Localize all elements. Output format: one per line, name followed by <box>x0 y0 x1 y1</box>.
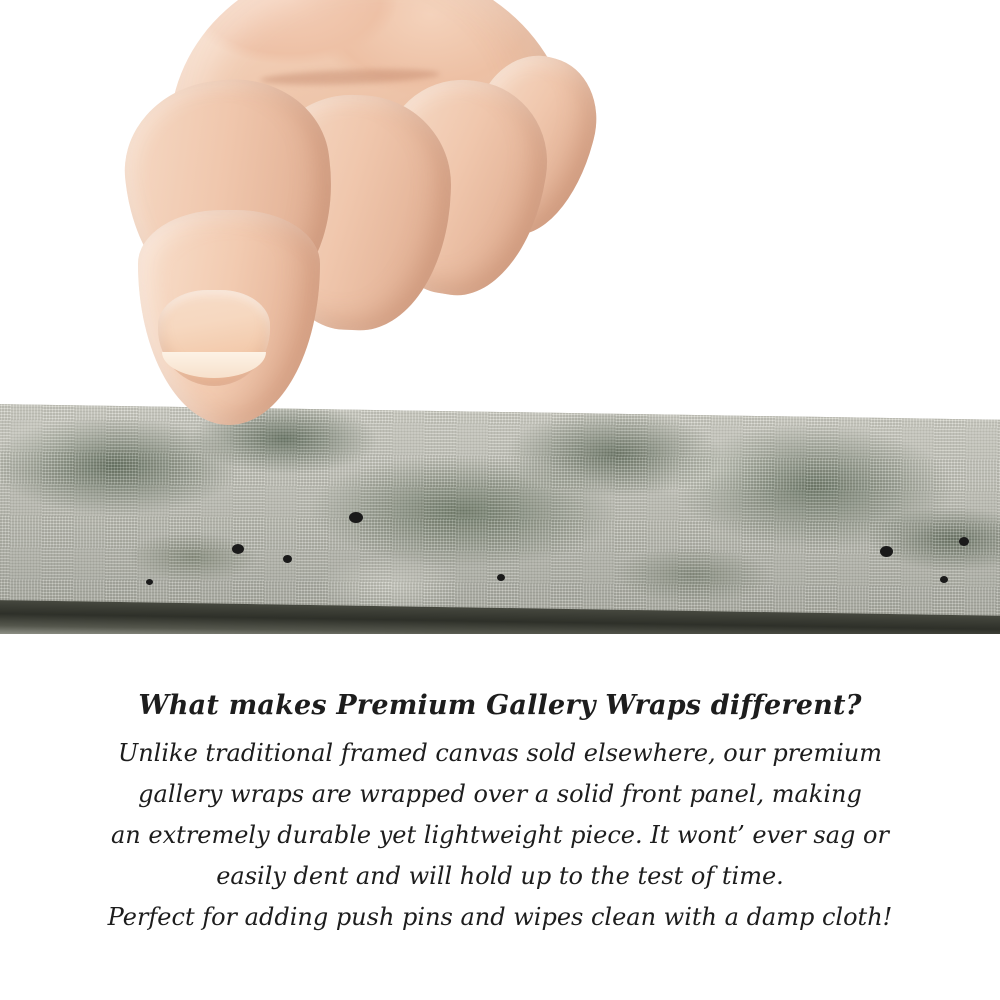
print-speck <box>940 576 948 583</box>
print-speck <box>146 579 153 585</box>
caption-line-1: Unlike traditional framed canvas sold elsewhere, our premium <box>117 739 882 767</box>
print-speck <box>349 512 363 523</box>
print-speck <box>232 544 244 554</box>
print-speck <box>880 546 893 557</box>
caption-line-5: Perfect for adding push pins and wipes clean with a damp cloth! <box>107 903 893 931</box>
print-speck <box>959 537 969 546</box>
hand-graphic <box>110 0 570 430</box>
caption-heading: What makes Premium Gallery Wraps different? <box>138 690 862 721</box>
canvas-edge-strip <box>0 404 1000 634</box>
caption-block <box>0 690 1000 938</box>
canvas-printed-face <box>0 404 1000 632</box>
caption-line-4: easily dent and will hold up to the test of time. <box>216 862 784 890</box>
print-speck <box>497 574 505 581</box>
caption-line-3: an extremely durable yet lightweight piece. It wont’ ever sag or <box>111 821 889 849</box>
print-speck <box>283 555 292 563</box>
caption-line-2: gallery wraps are wrapped over a solid front panel, making <box>138 780 862 808</box>
